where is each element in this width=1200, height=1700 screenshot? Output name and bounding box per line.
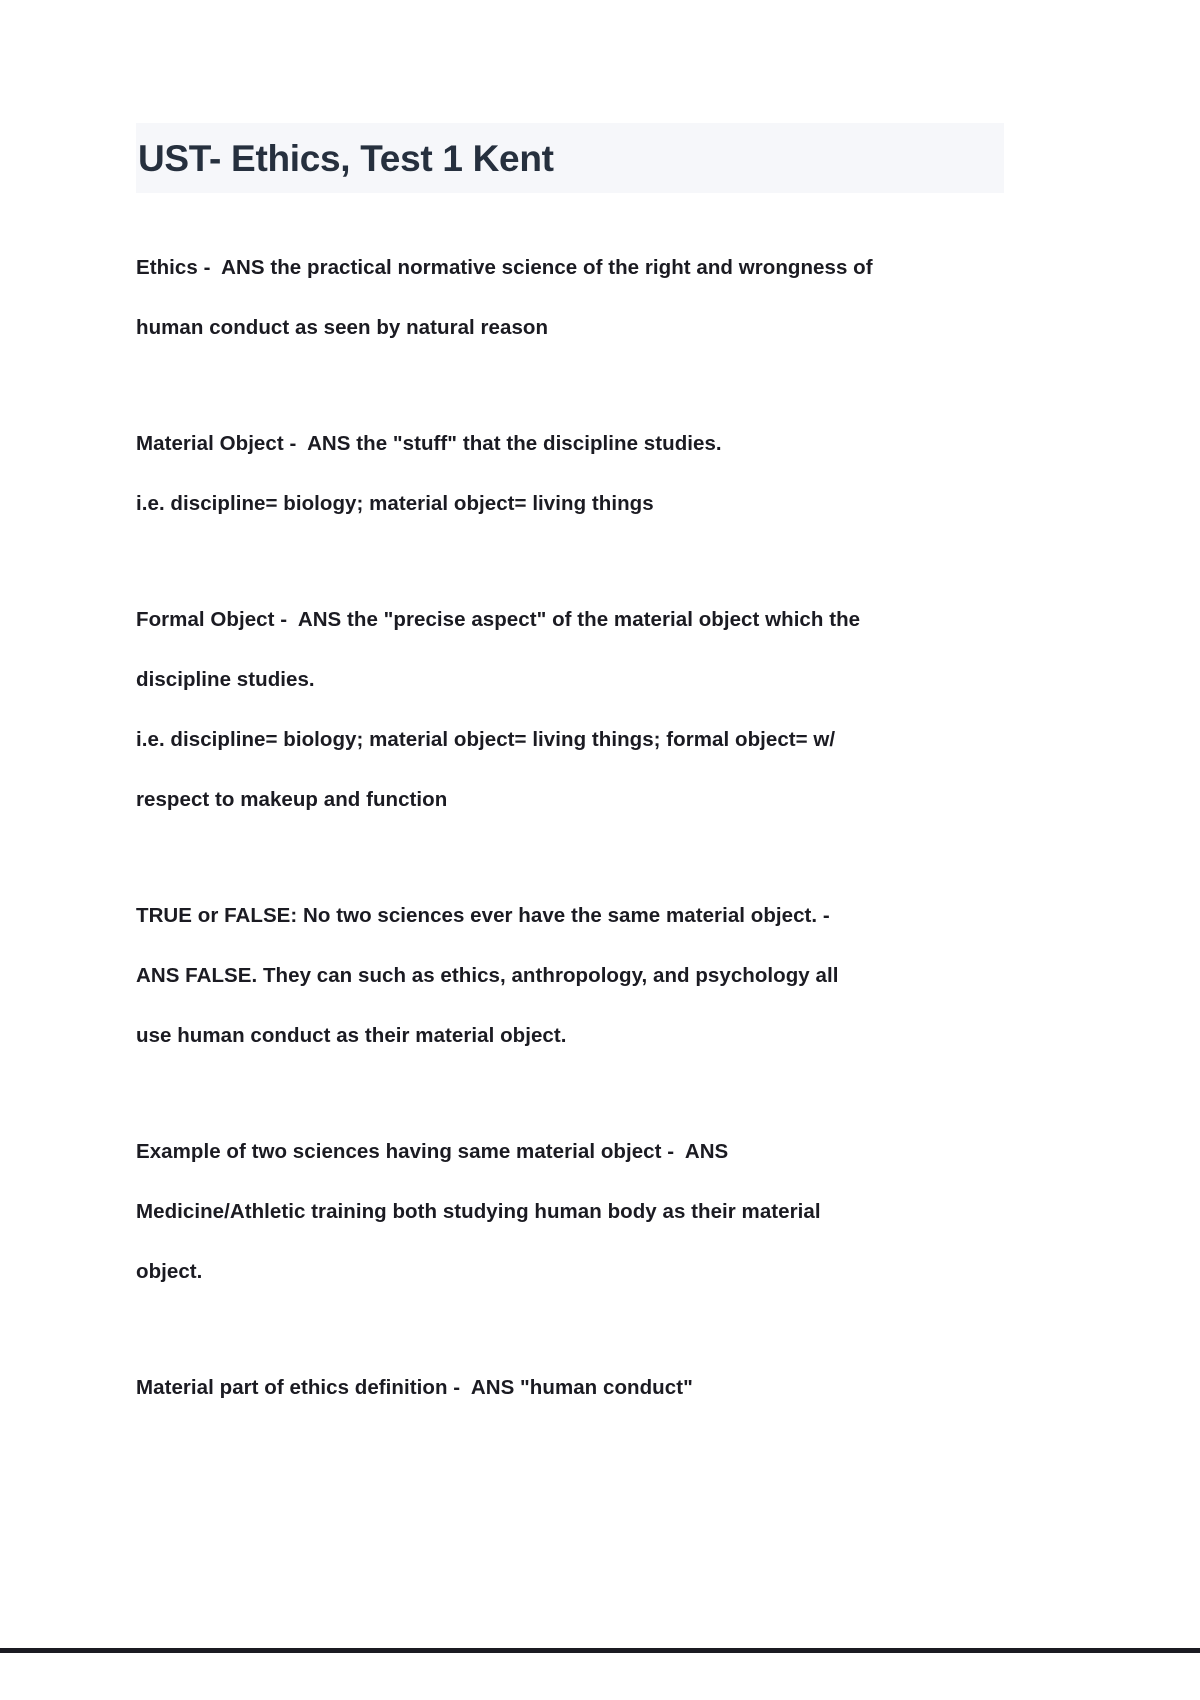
qa-line: respect to makeup and function [136,788,448,811]
qa-block-formal-object [136,590,1016,830]
qa-block-example-two-sciences [136,1122,1016,1302]
qa-line: Material part of ethics definition - ANS "human conduct" [136,1376,693,1399]
qa-line: Medicine/Athletic training both studying human body as their material [136,1200,821,1223]
qa-line: i.e. discipline= biology; material object= living things [136,492,654,515]
qa-line: human conduct as seen by natural reason [136,316,549,339]
qa-block-ethics [136,238,1016,358]
qa-block-material-object [136,414,1016,534]
qa-line: ANS FALSE. They can such as ethics, anthropology, and psychology all [136,964,839,987]
qa-line: Material Object - ANS the "stuff" that the discipline studies. [136,432,722,455]
qa-line: discipline studies. [136,668,315,691]
qa-line: Formal Object - ANS the "precise aspect" of the material object which the [136,608,861,631]
qa-line: use human conduct as their material object. [136,1024,567,1047]
page-title: UST- Ethics, Test 1 Kent [138,137,554,179]
qa-line: Example of two sciences having same material object - ANS [136,1140,729,1163]
footer-divider [0,1648,1200,1653]
qa-line: i.e. discipline= biology; material object= living things; formal object= w/ [136,728,836,751]
qa-block-material-part [136,1358,1016,1418]
title-banner [136,123,1004,193]
qa-line: object. [136,1260,203,1283]
qa-block-true-or-false [136,886,1016,1066]
qa-line: TRUE or FALSE: No two sciences ever have the same material object. - [136,904,830,927]
document-body [136,238,1016,1474]
qa-line: Ethics - ANS the practical normative science of the right and wrongness of [136,256,873,279]
